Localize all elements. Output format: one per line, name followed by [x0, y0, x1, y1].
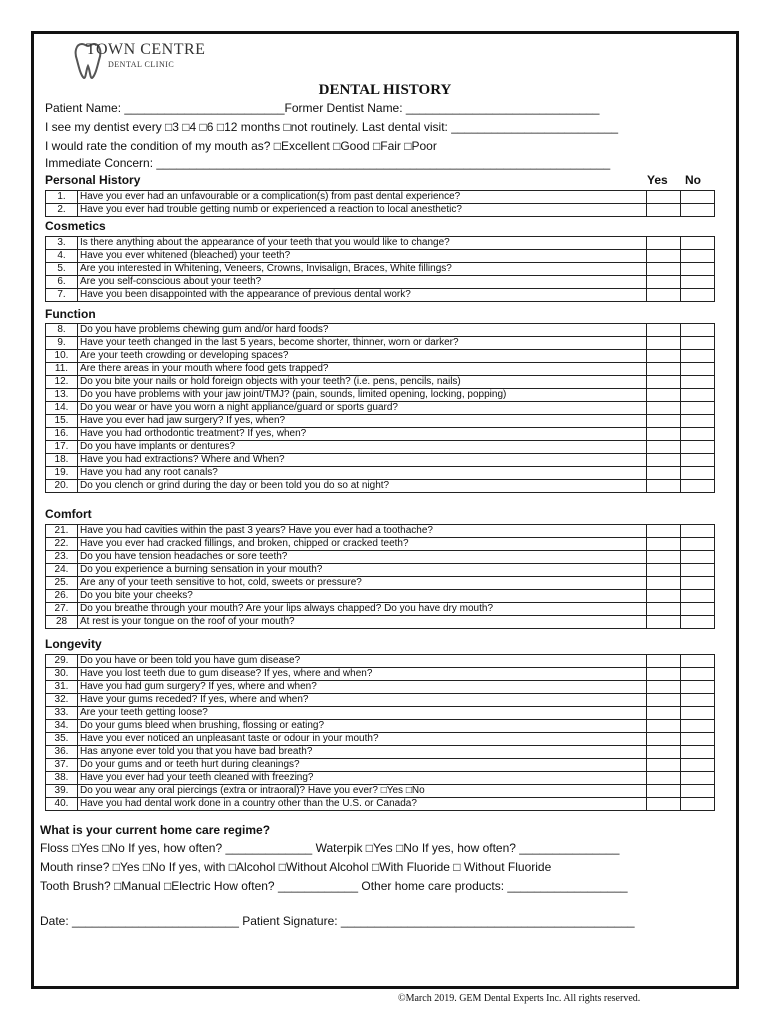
no-checkbox[interactable] — [681, 603, 715, 616]
no-checkbox[interactable] — [681, 363, 715, 376]
homecare-title: What is your current home care regime? — [40, 823, 271, 837]
yes-checkbox[interactable] — [647, 376, 681, 389]
question-text: Do you clench or grind during the day or been told you do so at night? — [78, 480, 647, 493]
yes-checkbox[interactable] — [647, 204, 681, 217]
question-number: 11. — [46, 363, 78, 376]
no-checkbox[interactable] — [681, 389, 715, 402]
yes-checkbox[interactable] — [647, 707, 681, 720]
yes-checkbox[interactable] — [647, 681, 681, 694]
question-text: Are there areas in your mouth where food gets trapped? — [78, 363, 647, 376]
question-text: Have you had extractions? Where and When? — [78, 454, 647, 467]
question-row — [46, 454, 715, 467]
question-text: Have your teeth changed in the last 5 years, become shorter, thinner, worn or darker? — [78, 337, 647, 350]
question-number: 36. — [46, 746, 78, 759]
question-number: 8. — [46, 324, 78, 337]
yes-checkbox[interactable] — [647, 324, 681, 337]
question-number: 34. — [46, 720, 78, 733]
question-text: Do you have implants or dentures? — [78, 441, 647, 454]
question-text: Do you experience a burning sensation in your mouth? — [78, 564, 647, 577]
question-number: 6. — [46, 276, 78, 289]
question-number: 14. — [46, 402, 78, 415]
question-row — [46, 337, 715, 350]
question-number: 38. — [46, 772, 78, 785]
question-row — [46, 577, 715, 590]
question-number: 28 — [46, 616, 78, 629]
question-row — [46, 681, 715, 694]
question-number: 35. — [46, 733, 78, 746]
question-number: 23. — [46, 551, 78, 564]
question-text: Are your teeth getting loose? — [78, 707, 647, 720]
question-text: Has anyone ever told you that you have bad breath? — [78, 746, 647, 759]
question-text: Is there anything about the appearance of your teeth that you would like to change? — [78, 237, 647, 250]
question-text: Have you lost teeth due to gum disease? If yes, where and when? — [78, 668, 647, 681]
question-row — [46, 289, 715, 302]
question-number: 37. — [46, 759, 78, 772]
question-row — [46, 733, 715, 746]
no-checkbox[interactable] — [681, 551, 715, 564]
questions-table-cosmetics — [45, 236, 715, 302]
question-row — [46, 415, 715, 428]
mouth-condition-line[interactable]: I would rate the condition of my mouth as? □Excellent □Good □Fair □Poor — [45, 139, 437, 153]
no-checkbox[interactable] — [681, 428, 715, 441]
question-row — [46, 525, 715, 538]
no-checkbox[interactable] — [681, 204, 715, 217]
question-row — [46, 785, 715, 798]
question-row — [46, 655, 715, 668]
yes-checkbox[interactable] — [647, 616, 681, 629]
question-row — [46, 389, 715, 402]
no-checkbox[interactable] — [681, 324, 715, 337]
no-checkbox[interactable] — [681, 263, 715, 276]
yes-checkbox[interactable] — [647, 467, 681, 480]
question-text: Do your gums and or teeth hurt during cleanings? — [78, 759, 647, 772]
no-checkbox[interactable] — [681, 454, 715, 467]
section-title-comfort: Comfort — [45, 507, 92, 521]
no-checkbox[interactable] — [681, 467, 715, 480]
date-signature-line[interactable]: Date: _________________________ Patient Signature: ____________________________________________ — [40, 914, 635, 928]
yes-checkbox[interactable] — [647, 798, 681, 811]
question-text: Are any of your teeth sensitive to hot, cold, sweets or pressure? — [78, 577, 647, 590]
yes-checkbox[interactable] — [647, 250, 681, 263]
question-number: 40. — [46, 798, 78, 811]
question-text: Do you wear or have you worn a night appliance/guard or sports guard? — [78, 402, 647, 415]
question-text: Have you ever had an unfavourable or a complication(s) from past dental experience? — [78, 191, 647, 204]
question-number: 26. — [46, 590, 78, 603]
copyright-footer: ©March 2019. GEM Dental Experts Inc. All rights reserved. — [398, 993, 641, 1004]
question-row — [46, 759, 715, 772]
question-number: 18. — [46, 454, 78, 467]
no-checkbox[interactable] — [681, 276, 715, 289]
question-row — [46, 276, 715, 289]
question-text: Do your gums bleed when brushing, flossing or eating? — [78, 720, 647, 733]
no-checkbox[interactable] — [681, 655, 715, 668]
question-number: 16. — [46, 428, 78, 441]
logo-subtitle: DENTAL CLINIC — [108, 60, 175, 69]
question-row — [46, 746, 715, 759]
yes-column-header: Yes — [647, 173, 668, 187]
logo-name: TOWN CENTRE — [86, 41, 206, 58]
yes-checkbox[interactable] — [647, 590, 681, 603]
question-row — [46, 237, 715, 250]
question-row — [46, 263, 715, 276]
question-text: Have you had dental work done in a country other than the U.S. or Canada? — [78, 798, 647, 811]
question-number: 27. — [46, 603, 78, 616]
floss-line[interactable]: Floss □Yes □No If yes, how often? _____________ Waterpik □Yes □No If yes, how often? _______________ — [40, 841, 620, 855]
questions-table-personal-history — [45, 190, 715, 217]
questions-table-function — [45, 323, 715, 493]
questions-table-longevity — [45, 654, 715, 811]
question-row — [46, 538, 715, 551]
no-checkbox[interactable] — [681, 289, 715, 302]
no-checkbox[interactable] — [681, 616, 715, 629]
question-number: 13. — [46, 389, 78, 402]
no-checkbox[interactable] — [681, 350, 715, 363]
question-row — [46, 324, 715, 337]
question-text: Have you ever noticed an unpleasant taste or odour in your mouth? — [78, 733, 647, 746]
question-text: Have you ever had jaw surgery? If yes, when? — [78, 415, 647, 428]
yes-checkbox[interactable] — [647, 720, 681, 733]
question-text: Have you been disappointed with the appearance of previous dental work? — [78, 289, 647, 302]
visit-frequency-line[interactable]: I see my dentist every □3 □4 □6 □12 months □not routinely. Last dental visit: _________________________ — [45, 120, 619, 134]
question-number: 12. — [46, 376, 78, 389]
no-checkbox[interactable] — [681, 250, 715, 263]
question-text: Do you bite your nails or hold foreign objects with your teeth? (i.e. pens, pencils, nails) — [78, 376, 647, 389]
no-checkbox[interactable] — [681, 538, 715, 551]
yes-checkbox[interactable] — [647, 551, 681, 564]
yes-checkbox[interactable] — [647, 428, 681, 441]
no-checkbox[interactable] — [681, 798, 715, 811]
question-row — [46, 798, 715, 811]
question-number: 4. — [46, 250, 78, 263]
question-number: 29. — [46, 655, 78, 668]
question-number: 22. — [46, 538, 78, 551]
yes-checkbox[interactable] — [647, 454, 681, 467]
no-checkbox[interactable] — [681, 480, 715, 493]
question-row — [46, 603, 715, 616]
question-number: 7. — [46, 289, 78, 302]
question-row — [46, 772, 715, 785]
question-row — [46, 590, 715, 603]
question-row — [46, 376, 715, 389]
question-text: Have you ever had trouble getting numb or experienced a reaction to local anesthetic? — [78, 204, 647, 217]
no-checkbox[interactable] — [681, 191, 715, 204]
question-number: 5. — [46, 263, 78, 276]
question-number: 1. — [46, 191, 78, 204]
question-row — [46, 551, 715, 564]
question-text: Have your gums receded? If yes, where and when? — [78, 694, 647, 707]
no-checkbox[interactable] — [681, 577, 715, 590]
question-row — [46, 467, 715, 480]
no-checkbox[interactable] — [681, 759, 715, 772]
yes-checkbox[interactable] — [647, 733, 681, 746]
no-checkbox[interactable] — [681, 733, 715, 746]
question-number: 17. — [46, 441, 78, 454]
mouth-rinse-line[interactable]: Mouth rinse? □Yes □No If yes, with □Alcohol □Without Alcohol □With Fluoride □ Without Fluoride — [40, 860, 552, 874]
no-checkbox[interactable] — [681, 402, 715, 415]
question-row — [46, 616, 715, 629]
no-checkbox[interactable] — [681, 746, 715, 759]
question-number: 15. — [46, 415, 78, 428]
question-number: 24. — [46, 564, 78, 577]
question-text: Have you ever had your teeth cleaned with freezing? — [78, 772, 647, 785]
question-text: Do you have problems chewing gum and/or hard foods? — [78, 324, 647, 337]
yes-checkbox[interactable] — [647, 389, 681, 402]
no-checkbox[interactable] — [681, 785, 715, 798]
no-checkbox[interactable] — [681, 337, 715, 350]
no-checkbox[interactable] — [681, 441, 715, 454]
yes-checkbox[interactable] — [647, 363, 681, 376]
question-row — [46, 204, 715, 217]
question-row — [46, 668, 715, 681]
question-number: 3. — [46, 237, 78, 250]
yes-checkbox[interactable] — [647, 337, 681, 350]
no-checkbox[interactable] — [681, 237, 715, 250]
no-column-header: No — [685, 173, 701, 187]
questions-table-comfort — [45, 524, 715, 629]
no-checkbox[interactable] — [681, 668, 715, 681]
question-row — [46, 191, 715, 204]
question-row — [46, 707, 715, 720]
no-checkbox[interactable] — [681, 564, 715, 577]
question-row — [46, 564, 715, 577]
question-number: 25. — [46, 577, 78, 590]
question-row — [46, 441, 715, 454]
no-checkbox[interactable] — [681, 772, 715, 785]
yes-checkbox[interactable] — [647, 668, 681, 681]
yes-checkbox[interactable] — [647, 289, 681, 302]
yes-checkbox[interactable] — [647, 276, 681, 289]
question-row — [46, 402, 715, 415]
immediate-concern-line[interactable]: Immediate Concern: ____________________________________________________________________ — [45, 156, 611, 170]
no-checkbox[interactable] — [681, 681, 715, 694]
yes-checkbox[interactable] — [647, 603, 681, 616]
question-text: Have you ever had cracked fillings, and broken, chipped or cracked teeth? — [78, 538, 647, 551]
tooth-brush-line[interactable]: Tooth Brush? □Manual □Electric How often? ____________ Other home care products: __________________ — [40, 879, 628, 893]
page-title: DENTAL HISTORY — [318, 82, 452, 98]
question-text: Do you have or been told you have gum disease? — [78, 655, 647, 668]
yes-checkbox[interactable] — [647, 402, 681, 415]
question-text: Are you interested in Whitening, Veneers, Crowns, Invisalign, Braces, White fillings? — [78, 263, 647, 276]
question-row — [46, 720, 715, 733]
yes-checkbox[interactable] — [647, 759, 681, 772]
question-text: Have you had any root canals? — [78, 467, 647, 480]
question-text: Have you had cavities within the past 3 years? Have you ever had a toothache? — [78, 525, 647, 538]
yes-checkbox[interactable] — [647, 480, 681, 493]
question-number: 19. — [46, 467, 78, 480]
question-row — [46, 480, 715, 493]
section-title-longevity: Longevity — [45, 637, 102, 651]
section-title-personal-history: Personal History — [45, 173, 141, 187]
question-row — [46, 250, 715, 263]
question-number: 2. — [46, 204, 78, 217]
question-text: Have you ever whitened (bleached) your teeth? — [78, 250, 647, 263]
question-text: Have you had orthodontic treatment? If yes, when? — [78, 428, 647, 441]
question-text: Do you breathe through your mouth? Are your lips always chapped? Do you have dry mouth? — [78, 603, 647, 616]
question-text: Are you self-conscious about your teeth? — [78, 276, 647, 289]
question-number: 30. — [46, 668, 78, 681]
question-row — [46, 363, 715, 376]
yes-checkbox[interactable] — [647, 525, 681, 538]
question-number: 10. — [46, 350, 78, 363]
no-checkbox[interactable] — [681, 415, 715, 428]
question-number: 31. — [46, 681, 78, 694]
question-text: Have you had gum surgery? If yes, where and when? — [78, 681, 647, 694]
question-text: Do you bite your cheeks? — [78, 590, 647, 603]
question-number: 20. — [46, 480, 78, 493]
question-number: 32. — [46, 694, 78, 707]
yes-checkbox[interactable] — [647, 538, 681, 551]
question-number: 33. — [46, 707, 78, 720]
patient-name-line[interactable]: Patient Name: ________________________Former Dentist Name: _____________________________ — [45, 101, 600, 115]
yes-checkbox[interactable] — [647, 655, 681, 668]
question-text: Are your teeth crowding or developing spaces? — [78, 350, 647, 363]
no-checkbox[interactable] — [681, 707, 715, 720]
no-checkbox[interactable] — [681, 720, 715, 733]
question-row — [46, 428, 715, 441]
question-number: 39. — [46, 785, 78, 798]
question-number: 21. — [46, 525, 78, 538]
no-checkbox[interactable] — [681, 376, 715, 389]
yes-checkbox[interactable] — [647, 564, 681, 577]
yes-checkbox[interactable] — [647, 350, 681, 363]
yes-checkbox[interactable] — [647, 772, 681, 785]
yes-checkbox[interactable] — [647, 441, 681, 454]
yes-checkbox[interactable] — [647, 694, 681, 707]
section-title-function: Function — [45, 307, 96, 321]
yes-checkbox[interactable] — [647, 785, 681, 798]
question-text: Do you have tension headaches or sore teeth? — [78, 551, 647, 564]
question-text: Do you have problems with your jaw joint/TMJ? (pain, sounds, limited opening, locking, popping) — [78, 389, 647, 402]
no-checkbox[interactable] — [681, 590, 715, 603]
question-number: 9. — [46, 337, 78, 350]
yes-checkbox[interactable] — [647, 415, 681, 428]
question-text: At rest is your tongue on the roof of your mouth? — [78, 616, 647, 629]
question-text: Do you wear any oral piercings (extra or intraoral)? Have you ever? □Yes □No — [78, 785, 647, 798]
yes-checkbox[interactable] — [647, 237, 681, 250]
yes-checkbox[interactable] — [647, 263, 681, 276]
no-checkbox[interactable] — [681, 525, 715, 538]
yes-checkbox[interactable] — [647, 577, 681, 590]
yes-checkbox[interactable] — [647, 191, 681, 204]
yes-checkbox[interactable] — [647, 746, 681, 759]
question-row — [46, 694, 715, 707]
section-title-cosmetics: Cosmetics — [45, 219, 106, 233]
question-row — [46, 350, 715, 363]
no-checkbox[interactable] — [681, 694, 715, 707]
